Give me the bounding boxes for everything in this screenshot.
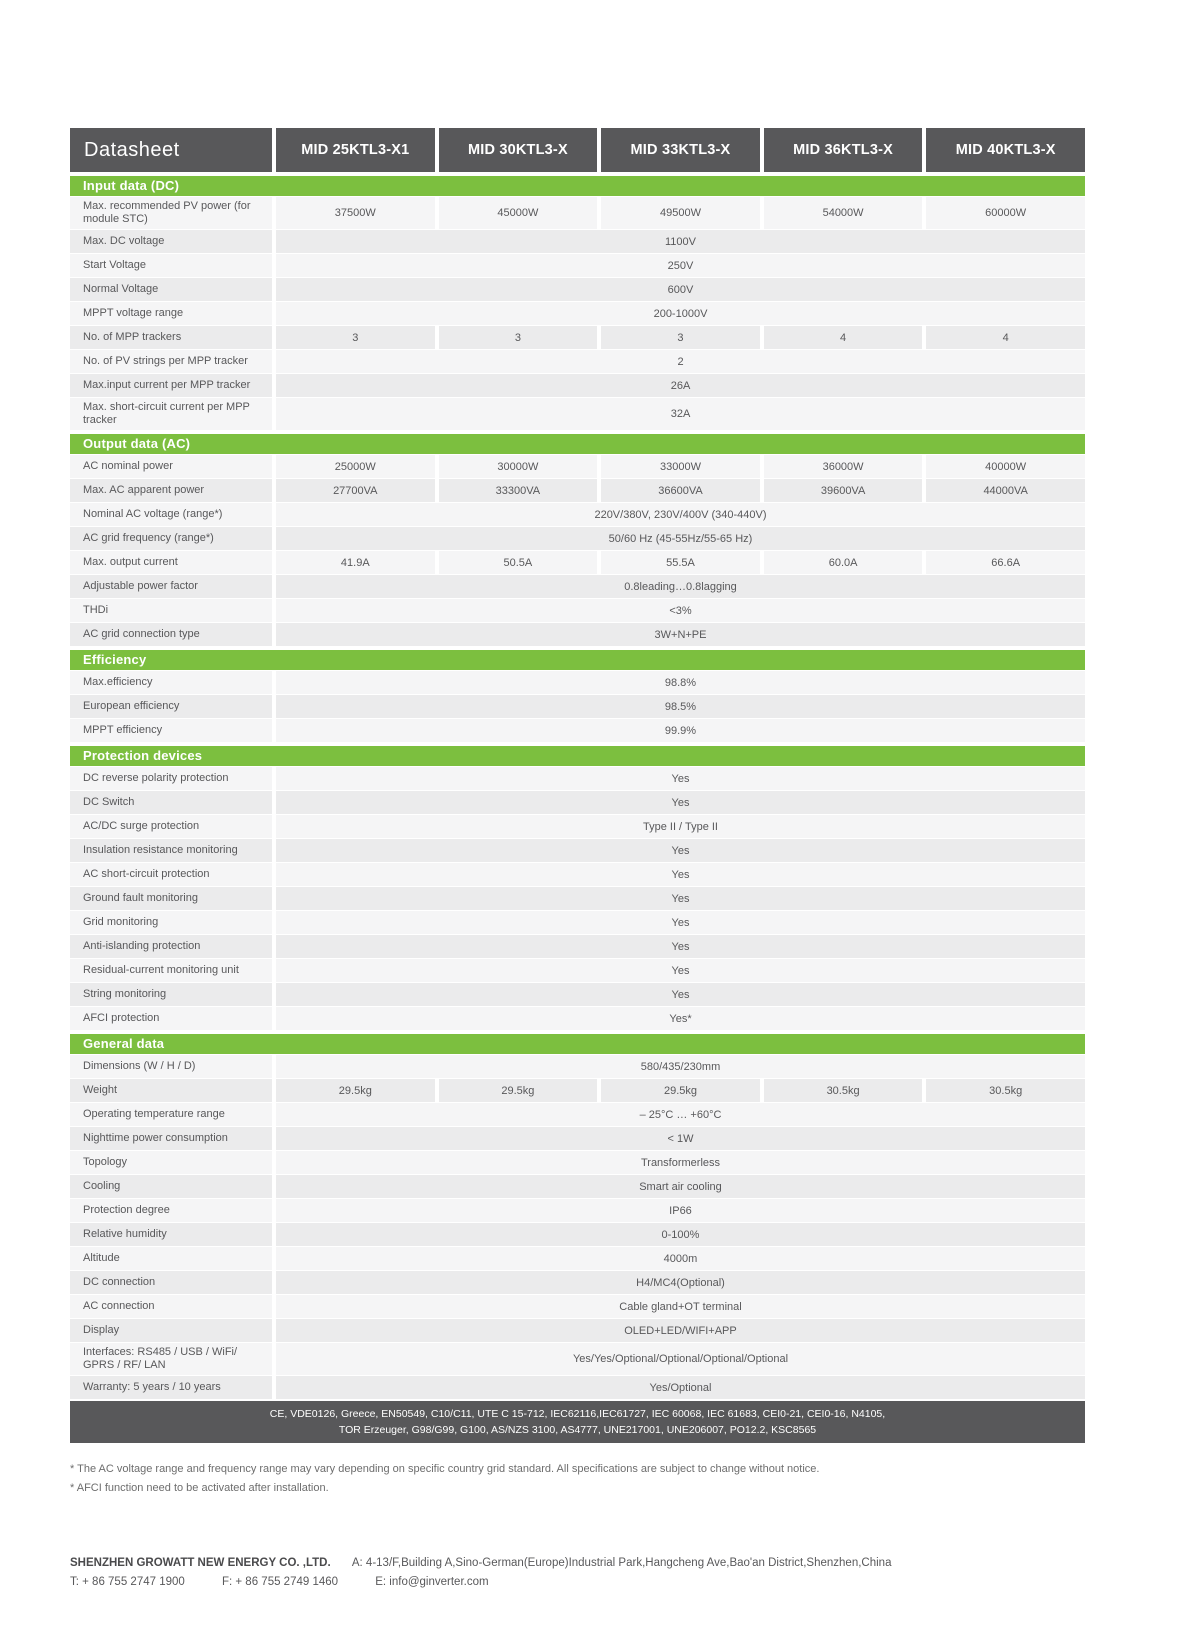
spec-value-spanning: < 1W (276, 1127, 1085, 1150)
spec-row (70, 575, 1085, 598)
spec-value-spanning: 220V/380V, 230V/400V (340-440V) (276, 503, 1085, 526)
spec-value-spanning: 200-1000V (276, 302, 1085, 325)
spec-row (70, 230, 1085, 253)
spec-label: Max.efficiency (70, 671, 272, 694)
spec-row (70, 455, 1085, 478)
spec-row (70, 254, 1085, 277)
spec-value-spanning: Yes/Yes/Optional/Optional/Optional/Optional (276, 1343, 1085, 1375)
spec-label: Adjustable power factor (70, 575, 272, 598)
spec-value-spanning: 98.8% (276, 671, 1085, 694)
spec-row (70, 374, 1085, 397)
company-fax: F: + 86 755 2749 1460 (221, 1576, 339, 1588)
spec-value-spanning: Yes (276, 935, 1085, 958)
spec-value-spanning: 98.5% (276, 695, 1085, 718)
spec-value-spanning: Type II / Type II (276, 815, 1085, 838)
spec-value: 50.5A (439, 551, 598, 574)
spec-value-spanning: 600V (276, 278, 1085, 301)
spec-label: AC grid frequency (range*) (70, 527, 272, 550)
spec-label: Max.input current per MPP tracker (70, 374, 272, 397)
spec-row (70, 1055, 1085, 1078)
spec-label: Anti-islanding protection (70, 935, 272, 958)
spec-value-spanning: 250V (276, 254, 1085, 277)
spec-label: Protection degree (70, 1199, 272, 1222)
spec-row (70, 278, 1085, 301)
spec-row (70, 695, 1085, 718)
spec-sections (70, 176, 1085, 1399)
spec-label: DC connection (70, 1271, 272, 1294)
spec-row (70, 719, 1085, 742)
spec-label: Interfaces: RS485 / USB / WiFi/ GPRS / RF/ LAN (70, 1343, 272, 1375)
spec-value: 39600VA (764, 479, 923, 502)
spec-row (70, 302, 1085, 325)
spec-value: 25000W (276, 455, 435, 478)
spec-value-spanning: Smart air cooling (276, 1175, 1085, 1198)
spec-value: 33000W (601, 455, 760, 478)
spec-row (70, 1175, 1085, 1198)
spec-value-spanning: Yes (276, 791, 1085, 814)
spec-value-spanning: Yes (276, 863, 1085, 886)
spec-value: 3 (276, 326, 435, 349)
footnote-voltage-range: * The AC voltage range and frequency range may vary depending on specific country grid standard. All specifications are subject to change without notice. (70, 1463, 820, 1475)
spec-value-spanning: 50/60 Hz (45-55Hz/55-65 Hz) (276, 527, 1085, 550)
spec-value-spanning: IP66 (276, 1199, 1085, 1222)
spec-value: 4 (926, 326, 1085, 349)
spec-row (70, 326, 1085, 349)
spec-value-spanning: Yes (276, 767, 1085, 790)
spec-value: 30000W (439, 455, 598, 478)
spec-row (70, 911, 1085, 934)
spec-label: AC short-circuit protection (70, 863, 272, 886)
model-header-mid-25ktl3-x1: MID 25KTL3-X1 (276, 128, 435, 172)
spec-value-spanning: Transformerless (276, 1151, 1085, 1174)
spec-label: Warranty: 5 years / 10 years (70, 1376, 272, 1399)
spec-row (70, 815, 1085, 838)
spec-value: 66.6A (926, 551, 1085, 574)
section-header: Efficiency (70, 650, 1085, 670)
spec-value-spanning: 0.8leading…0.8lagging (276, 575, 1085, 598)
spec-label: DC Switch (70, 791, 272, 814)
spec-row (70, 983, 1085, 1006)
table-header-row (70, 128, 1085, 172)
spec-row (70, 839, 1085, 862)
spec-value-spanning: – 25°C … +60°C (276, 1103, 1085, 1126)
spec-label: AC connection (70, 1295, 272, 1318)
spec-value: 29.5kg (439, 1079, 598, 1102)
spec-label: Max. recommended PV power (for module STC) (70, 197, 272, 229)
spec-value-spanning: 4000m (276, 1247, 1085, 1270)
spec-value: 54000W (764, 197, 923, 229)
spec-row (70, 1319, 1085, 1342)
certificates-bar (70, 1401, 1085, 1443)
spec-value-spanning: Yes (276, 839, 1085, 862)
spec-label: Dimensions (W / H / D) (70, 1055, 272, 1078)
model-header-mid-36ktl3-x: MID 36KTL3-X (764, 128, 923, 172)
spec-value-spanning: Yes (276, 959, 1085, 982)
model-header-mid-33ktl3-x: MID 33KTL3-X (601, 128, 760, 172)
spec-value-spanning: Yes/Optional (276, 1376, 1085, 1399)
spec-label: Residual-current monitoring unit (70, 959, 272, 982)
company-name: SHENZHEN GROWATT NEW ENERGY CO. ,LTD. (70, 1557, 331, 1569)
spec-label: Start Voltage (70, 254, 272, 277)
spec-value: 37500W (276, 197, 435, 229)
spec-value: 49500W (601, 197, 760, 229)
spec-label: AFCI protection (70, 1007, 272, 1030)
spec-label: Max. AC apparent power (70, 479, 272, 502)
spec-value: 30.5kg (926, 1079, 1085, 1102)
page-footer (70, 1557, 1150, 1595)
spec-value: 3 (439, 326, 598, 349)
company-address: A: 4-13/F,Building A,Sino-German(Europe)Industrial Park,Hangcheng Ave,Bao'an District,Shenzhen,China (351, 1557, 892, 1569)
spec-row (70, 398, 1085, 430)
spec-value: 33300VA (439, 479, 598, 502)
spec-table (70, 128, 1085, 1443)
spec-value-spanning: Yes (276, 887, 1085, 910)
spec-value-spanning: H4/MC4(Optional) (276, 1271, 1085, 1294)
spec-row (70, 1223, 1085, 1246)
spec-label: Weight (70, 1079, 272, 1102)
spec-value: 30.5kg (764, 1079, 923, 1102)
spec-label: MPPT voltage range (70, 302, 272, 325)
spec-value-spanning: 26A (276, 374, 1085, 397)
spec-value-spanning: OLED+LED/WIFI+APP (276, 1319, 1085, 1342)
spec-value-spanning: Yes (276, 983, 1085, 1006)
spec-label: Nighttime power consumption (70, 1127, 272, 1150)
spec-label: Relative humidity (70, 1223, 272, 1246)
spec-label: Display (70, 1319, 272, 1342)
spec-value: 40000W (926, 455, 1085, 478)
footer-contact-line (70, 1576, 1150, 1588)
spec-label: DC reverse polarity protection (70, 767, 272, 790)
spec-value: 29.5kg (276, 1079, 435, 1102)
spec-label: Cooling (70, 1175, 272, 1198)
model-header-mid-40ktl3-x: MID 40KTL3-X (926, 128, 1085, 172)
certificates-line1: CE, VDE0126, Greece, EN50549, C10/C11, UTE C 15-712, IEC62116,IEC61727, IEC 60068, IEC 61683, CEI0-21, CEI0-16, N4105, (269, 1408, 886, 1420)
spec-row (70, 197, 1085, 229)
spec-row (70, 1271, 1085, 1294)
spec-value: 60000W (926, 197, 1085, 229)
spec-label: Operating temperature range (70, 1103, 272, 1126)
spec-label: No. of MPP trackers (70, 326, 272, 349)
footer-company-line (70, 1557, 1150, 1569)
spec-label: Altitude (70, 1247, 272, 1270)
spec-label: Max. output current (70, 551, 272, 574)
spec-label: Insulation resistance monitoring (70, 839, 272, 862)
spec-row (70, 1079, 1085, 1102)
spec-row (70, 959, 1085, 982)
spec-value: 4 (764, 326, 923, 349)
company-tel: T: + 86 755 2747 1900 (70, 1576, 185, 1588)
spec-label: AC/DC surge protection (70, 815, 272, 838)
spec-label: Ground fault monitoring (70, 887, 272, 910)
spec-value-spanning: 2 (276, 350, 1085, 373)
model-header-mid-30ktl3-x: MID 30KTL3-X (439, 128, 598, 172)
footnotes (70, 1460, 1130, 1498)
certificates-line2: TOR Erzeuger, G98/G99, G100, AS/NZS 3100, AS4777, UNE217001, UNE206007, PO12.2, KSC8565 (338, 1424, 817, 1436)
footnote-afci: * AFCI function need to be activated after installation. (70, 1482, 329, 1494)
spec-row (70, 1127, 1085, 1150)
spec-value-spanning: Yes* (276, 1007, 1085, 1030)
spec-label: THDi (70, 599, 272, 622)
spec-label: Grid monitoring (70, 911, 272, 934)
spec-row (70, 350, 1085, 373)
spec-label: No. of PV strings per MPP tracker (70, 350, 272, 373)
spec-row (70, 1007, 1085, 1030)
spec-row (70, 503, 1085, 526)
spec-row (70, 767, 1085, 790)
spec-label: Max. short-circuit current per MPP tracker (70, 398, 272, 430)
spec-label: Nominal AC voltage (range*) (70, 503, 272, 526)
company-email: E: info@ginverter.com (375, 1576, 489, 1588)
spec-value: 41.9A (276, 551, 435, 574)
spec-row (70, 887, 1085, 910)
spec-value-spanning: <3% (276, 599, 1085, 622)
spec-value: 27700VA (276, 479, 435, 502)
spec-row (70, 1199, 1085, 1222)
spec-label: Normal Voltage (70, 278, 272, 301)
spec-row (70, 671, 1085, 694)
spec-value: 36600VA (601, 479, 760, 502)
spec-row (70, 1103, 1085, 1126)
section-header: Input data (DC) (70, 176, 1085, 196)
spec-row (70, 1295, 1085, 1318)
spec-row (70, 791, 1085, 814)
spec-row (70, 935, 1085, 958)
spec-row (70, 1343, 1085, 1375)
spec-value-spanning: 3W+N+PE (276, 623, 1085, 646)
spec-row (70, 1247, 1085, 1270)
section-header: General data (70, 1034, 1085, 1054)
spec-row (70, 479, 1085, 502)
spec-label: String monitoring (70, 983, 272, 1006)
spec-label: Topology (70, 1151, 272, 1174)
spec-value-spanning: 99.9% (276, 719, 1085, 742)
spec-label: European efficiency (70, 695, 272, 718)
spec-label: AC nominal power (70, 455, 272, 478)
spec-value-spanning: 32A (276, 398, 1085, 430)
spec-row (70, 599, 1085, 622)
spec-value: 29.5kg (601, 1079, 760, 1102)
spec-row (70, 1151, 1085, 1174)
spec-value-spanning: 0-100% (276, 1223, 1085, 1246)
spec-row (70, 863, 1085, 886)
spec-value: 45000W (439, 197, 598, 229)
spec-label: MPPT efficiency (70, 719, 272, 742)
spec-row (70, 623, 1085, 646)
spec-label: Max. DC voltage (70, 230, 272, 253)
spec-row (70, 527, 1085, 550)
spec-value: 36000W (764, 455, 923, 478)
spec-value-spanning: Cable gland+OT terminal (276, 1295, 1085, 1318)
spec-value: 60.0A (764, 551, 923, 574)
section-header: Output data (AC) (70, 434, 1085, 454)
section-header: Protection devices (70, 746, 1085, 766)
spec-label: AC grid connection type (70, 623, 272, 646)
spec-value: 55.5A (601, 551, 760, 574)
spec-value-spanning: 1100V (276, 230, 1085, 253)
spec-value: 3 (601, 326, 760, 349)
spec-row (70, 551, 1085, 574)
spec-row (70, 1376, 1085, 1399)
spec-value: 44000VA (926, 479, 1085, 502)
spec-value-spanning: Yes (276, 911, 1085, 934)
datasheet-title: Datasheet (70, 128, 272, 172)
spec-value-spanning: 580/435/230mm (276, 1055, 1085, 1078)
